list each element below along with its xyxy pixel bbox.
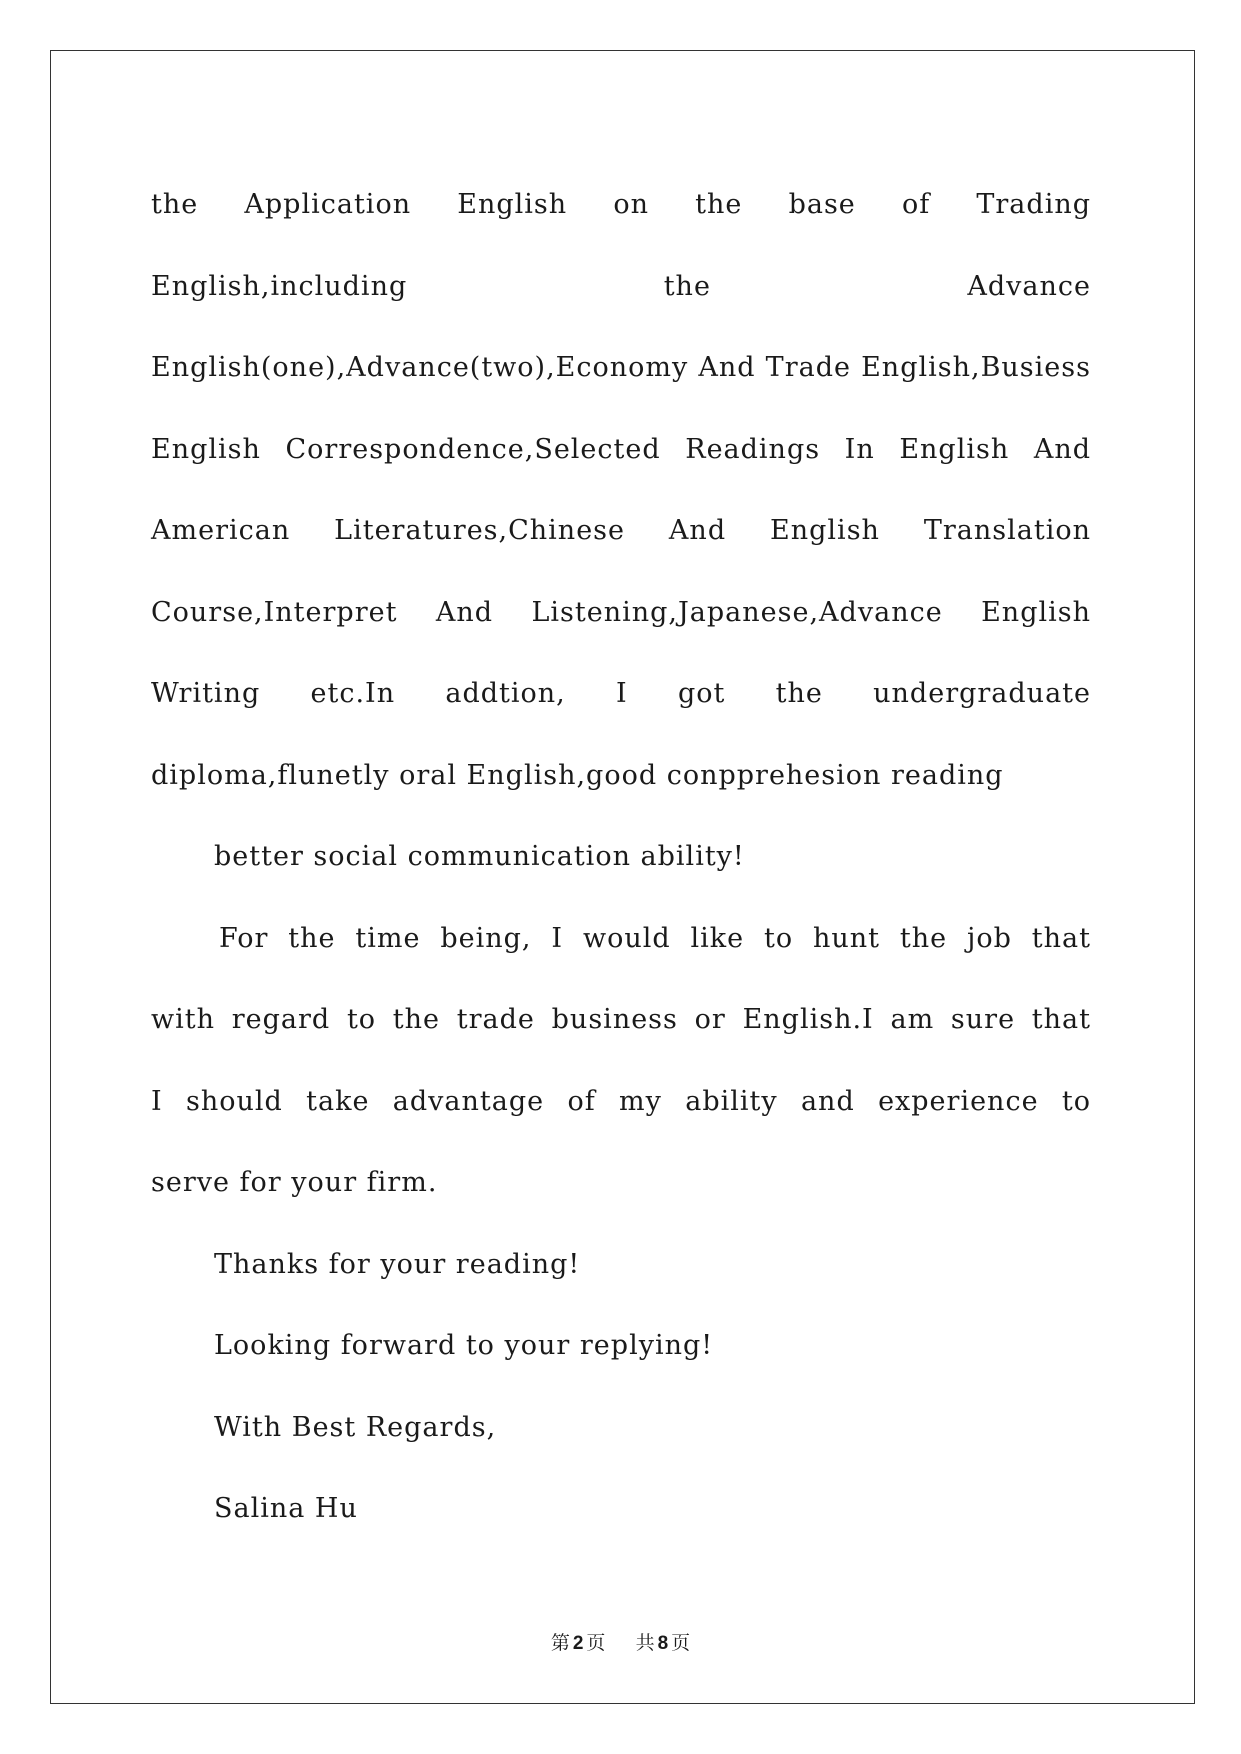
text-line: American Literatures,Chinese And English Translation bbox=[151, 515, 1091, 546]
text-line: English Correspondence,Selected Readings In English And bbox=[151, 433, 1091, 465]
closing-thanks: Thanks for your reading! bbox=[214, 1248, 581, 1280]
text-line: Course,Interpret And Listening,Japanese,Advance English bbox=[151, 596, 1091, 628]
text-line: the Application English on the base of Trading bbox=[151, 189, 1091, 220]
text-line: English,including the Advance bbox=[151, 270, 1091, 302]
letter-body bbox=[151, 164, 1091, 1550]
text-line: English(one),Advance(two),Economy And Trade English,Busiess bbox=[151, 352, 1091, 383]
page-number: 第 2 页 bbox=[550, 1632, 606, 1654]
page-total: 共 8 页 bbox=[635, 1632, 691, 1654]
text-line: diploma,flunetly oral English,good conpprehesion reading bbox=[151, 759, 1004, 791]
text-line: I should take advantage of my ability and experience to bbox=[151, 1085, 1091, 1117]
closing-regards: With Best Regards, bbox=[214, 1411, 497, 1443]
text-line: For the time being, I would like to hunt the job that bbox=[219, 922, 1091, 954]
signature: Salina Hu bbox=[214, 1493, 358, 1524]
text-line: Writing etc.In addtion, I got the undergraduate bbox=[151, 678, 1091, 709]
page-footer bbox=[0, 1628, 1241, 1655]
text-line: with regard to the trade business or English.I am sure that bbox=[151, 1004, 1091, 1035]
text-line: better social communication ability! bbox=[214, 841, 745, 872]
closing-looking-forward: Looking forward to your replying! bbox=[214, 1330, 714, 1361]
text-line: serve for your firm. bbox=[151, 1167, 438, 1198]
